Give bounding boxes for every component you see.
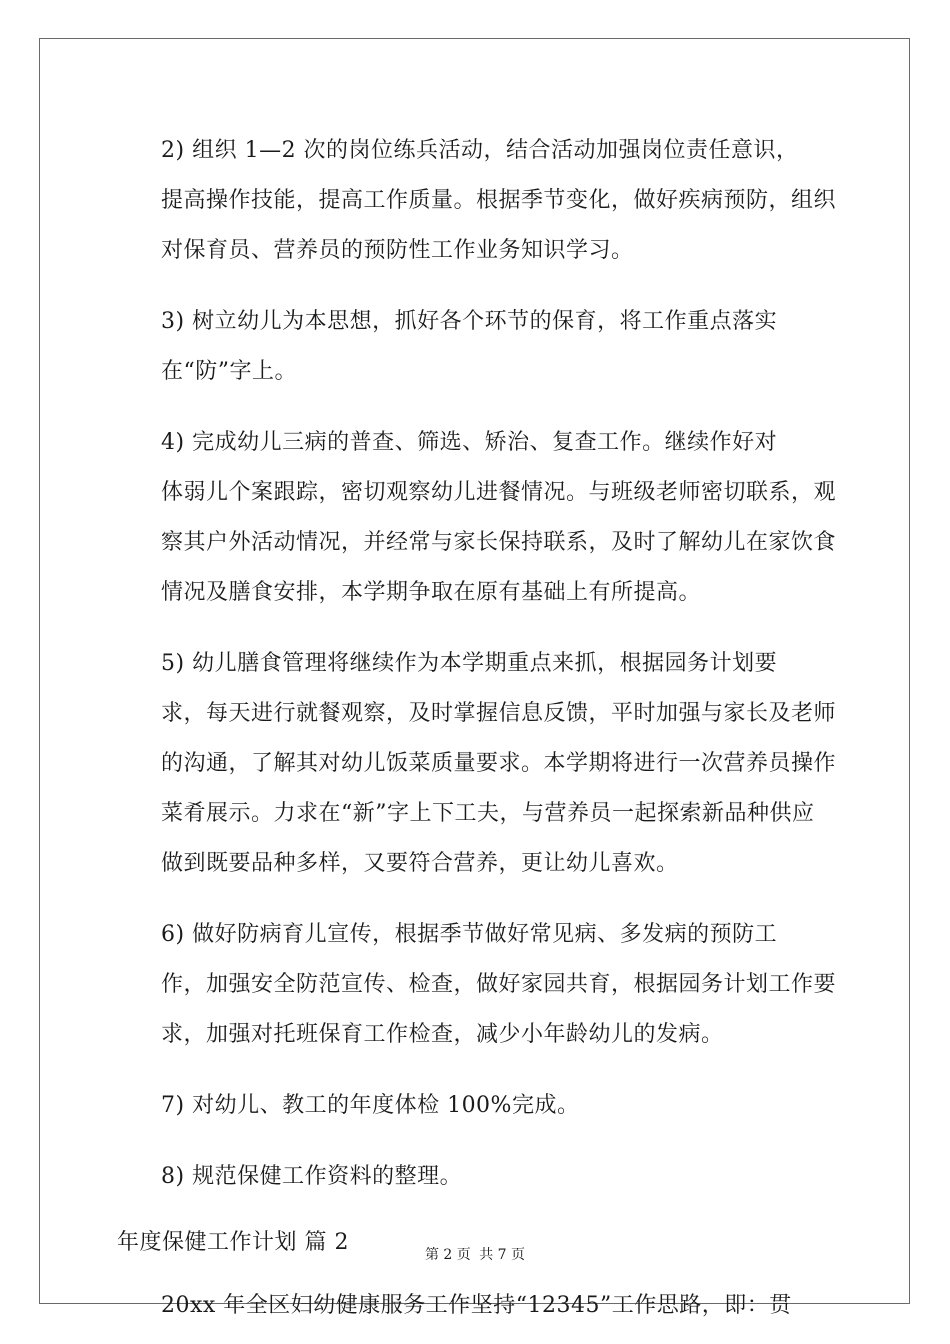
paragraph-line: 情况及膳食安排，本学期争取在原有基础上有所提高。 <box>161 580 702 605</box>
paragraph-item-4 <box>117 418 837 618</box>
paragraph-line: 提高操作技能，提高工作质量。根据季节变化，做好疾病预防，组织 <box>161 188 837 213</box>
page-footer <box>0 1246 950 1264</box>
page-number: 第 2 页 <box>424 1247 471 1263</box>
paragraph-item-8 <box>117 1152 833 1202</box>
page-total: 共 7 页 <box>479 1247 526 1263</box>
paragraph-line: 菜肴展示。力求在“新”字上下工夫，与营养员一起探索新品种供应 <box>161 801 815 826</box>
paragraph-line: 5) 幼儿膳食管理将继续作为本学期重点来抓，根据园务计划要 <box>161 651 778 676</box>
paragraph-list <box>117 126 837 1202</box>
paragraph-item-7 <box>117 1081 833 1131</box>
paragraph-line: 8) 规范保健工作资料的整理。 <box>161 1164 463 1189</box>
document-body <box>117 126 837 1331</box>
paragraph-item-6 <box>117 910 837 1060</box>
section-heading: 年度保健工作计划 篇 2 <box>117 1230 349 1255</box>
paragraph-line: 3) 树立幼儿为本思想，抓好各个环节的保育，将工作重点落实 <box>161 309 778 334</box>
paragraph-line: 的沟通，了解其对幼儿饭菜质量要求。本学期将进行一次营养员操作 <box>161 751 837 776</box>
paragraph-item-2 <box>117 126 837 276</box>
paragraph-line: 7) 对幼儿、教工的年度体检 100%完成。 <box>161 1093 580 1118</box>
paragraph-line: 察其户外活动情况，并经常与家长保持联系，及时了解幼儿在家饮食 <box>161 530 837 555</box>
paragraph-intro <box>117 1281 833 1331</box>
paragraph-line: 求，加强对托班保育工作检查，减少小年龄幼儿的发病。 <box>161 1022 724 1047</box>
paragraph-line: 4) 完成幼儿三病的普查、筛选、矫治、复查工作。继续作好对 <box>161 430 778 455</box>
paragraph-line: 做到既要品种多样，又要符合营养，更让幼儿喜欢。 <box>161 851 679 876</box>
paragraph-line: 20xx 年全区妇幼健康服务工作坚持“12345”工作思路，即：贯 <box>161 1293 792 1318</box>
paragraph-item-5 <box>117 639 837 889</box>
paragraph-line: 体弱儿个案跟踪，密切观察幼儿进餐情况。与班级老师密切联系，观 <box>161 480 837 505</box>
paragraph-line: 对保育员、营养员的预防性工作业务知识学习。 <box>161 238 634 263</box>
paragraph-line: 6) 做好防病育儿宣传，根据季节做好常见病、多发病的预防工 <box>161 922 778 947</box>
paragraph-line: 2) 组织 1—2 次的岗位练兵活动，结合活动加强岗位责任意识， <box>161 138 799 163</box>
paragraph-line: 在“防”字上。 <box>161 359 297 384</box>
paragraph-line: 求，每天进行就餐观察，及时掌握信息反馈，平时加强与家长及老师 <box>161 701 837 726</box>
paragraph-line: 作，加强安全防范宣传、检查，做好家园共育，根据园务计划工作要 <box>161 972 837 997</box>
paragraph-item-3 <box>117 297 833 397</box>
